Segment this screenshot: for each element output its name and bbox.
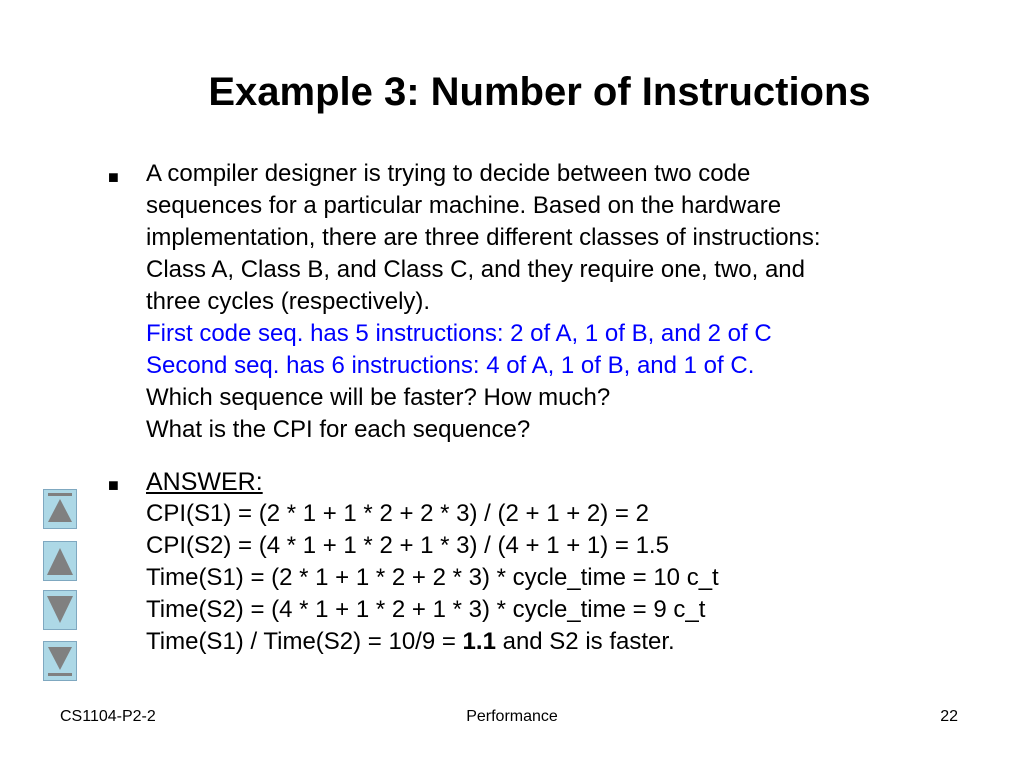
next-slide-icon <box>45 592 75 628</box>
speedup-value: 1.1 <box>462 628 496 655</box>
problem-line: implementation, there are three different classes of instructions: <box>146 224 821 251</box>
sequence-two-line: Second seq. has 6 instructions: 4 of A, 1 of B, and 1 of C. <box>146 352 755 379</box>
question-line: Which sequence will be faster? How much? <box>146 384 611 411</box>
next-slide-button[interactable] <box>43 590 77 630</box>
conclusion-suffix: and S2 is faster. <box>495 628 675 655</box>
last-slide-icon <box>45 643 75 679</box>
answer-line: CPI(S1) = (2 * 1 + 1 * 2 + 2 * 3) / (2 + 1 + 2) = 2 <box>146 500 649 527</box>
previous-slide-button[interactable] <box>43 541 77 581</box>
bullet-problem <box>108 158 976 446</box>
bullet-square-icon: ■ <box>108 167 119 187</box>
footer-slide-number: 22 <box>940 708 958 725</box>
last-slide-button[interactable] <box>43 641 77 681</box>
footer-topic: Performance <box>466 708 558 725</box>
answer-conclusion <box>146 626 976 658</box>
conclusion-prefix: Time(S1) / Time(S2) = 10/9 = <box>146 628 463 655</box>
problem-line: three cycles (respectively). <box>146 288 431 315</box>
question-line: What is the CPI for each sequence? <box>146 416 531 443</box>
first-slide-button[interactable] <box>43 489 77 529</box>
problem-line: A compiler designer is trying to decide between two code <box>146 160 751 187</box>
answer-line: Time(S2) = (4 * 1 + 1 * 2 + 1 * 3) * cycle_time = 9 c_t <box>146 596 706 623</box>
slide-title: Example 3: Number of Instructions <box>208 70 871 114</box>
bullet-square-icon: ■ <box>108 475 119 495</box>
problem-line: sequences for a particular machine. Based on the hardware <box>146 192 782 219</box>
bullet-answer <box>108 466 976 658</box>
footer-course-code: CS1104-P2-2 <box>60 708 156 725</box>
answer-heading: ANSWER: <box>146 468 263 496</box>
previous-slide-icon <box>45 543 75 579</box>
answer-line: Time(S1) = (2 * 1 + 1 * 2 + 2 * 3) * cycle_time = 10 c_t <box>146 564 719 591</box>
answer-line: CPI(S2) = (4 * 1 + 1 * 2 + 1 * 3) / (4 + 1 + 1) = 1.5 <box>146 532 669 559</box>
first-slide-icon <box>45 491 75 527</box>
problem-line: Class A, Class B, and Class C, and they require one, two, and <box>146 256 806 283</box>
sequence-one-line: First code seq. has 5 instructions: 2 of A, 1 of B, and 2 of C <box>146 320 772 347</box>
